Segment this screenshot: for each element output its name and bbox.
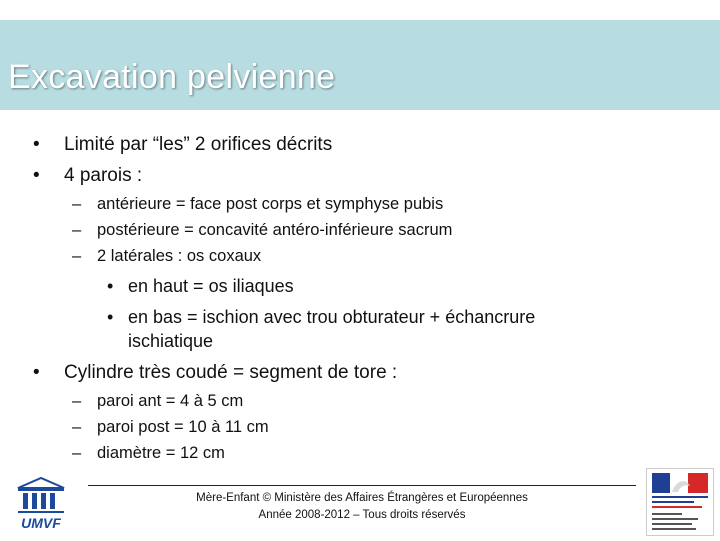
paroi-text: antérieure = face post corps et symphyse pubis <box>97 195 444 213</box>
ministere-marianne-icon <box>646 468 714 536</box>
dash-marker: – <box>72 444 82 462</box>
bullet-marker: • <box>33 134 40 155</box>
mesure-text: paroi ant = 4 à 5 cm <box>97 392 244 410</box>
umvf-temple-icon <box>12 476 70 532</box>
sub-bullet-marker: • <box>107 276 114 296</box>
footer-divider <box>88 485 636 486</box>
dash-marker: – <box>72 195 82 213</box>
bullet-marker: • <box>33 362 40 383</box>
dash-marker: – <box>72 418 82 436</box>
umvf-logo <box>12 476 70 532</box>
paroi-text: 2 latérales : os coxaux <box>97 247 262 265</box>
paroi-text: postérieure = concavité antéro-inférieure sacrum <box>97 221 453 239</box>
ministere-logo <box>646 468 714 536</box>
footer-years: Année 2008-2012 – Tous droits réservés <box>258 509 466 521</box>
umvf-logo-text: UMVF <box>21 515 61 531</box>
sub-bullet-marker: • <box>107 307 114 327</box>
bullet-text: Cylindre très coudé = segment de tore : <box>64 362 398 383</box>
bullet-marker: • <box>33 165 40 186</box>
bullet-text: Limité par “les” 2 orifices décrits <box>64 134 333 155</box>
footer-copyright: Mère-Enfant © Ministère des Affaires Étrangères et Européennes <box>196 492 528 504</box>
laterale-text: en bas = ischion avec trou obturateur + échancrure <box>128 307 536 327</box>
laterale-text: en haut = os iliaques <box>128 276 294 296</box>
dash-marker: – <box>72 247 82 265</box>
slide-title: Excavation pelvienne <box>8 58 336 96</box>
laterale-text: ischiatique <box>128 331 214 351</box>
mesure-text: paroi post = 10 à 11 cm <box>97 418 269 436</box>
mesure-text: diamètre = 12 cm <box>97 444 225 462</box>
bullet-text: 4 parois : <box>64 165 143 186</box>
dash-marker: – <box>72 392 82 410</box>
dash-marker: – <box>72 221 82 239</box>
